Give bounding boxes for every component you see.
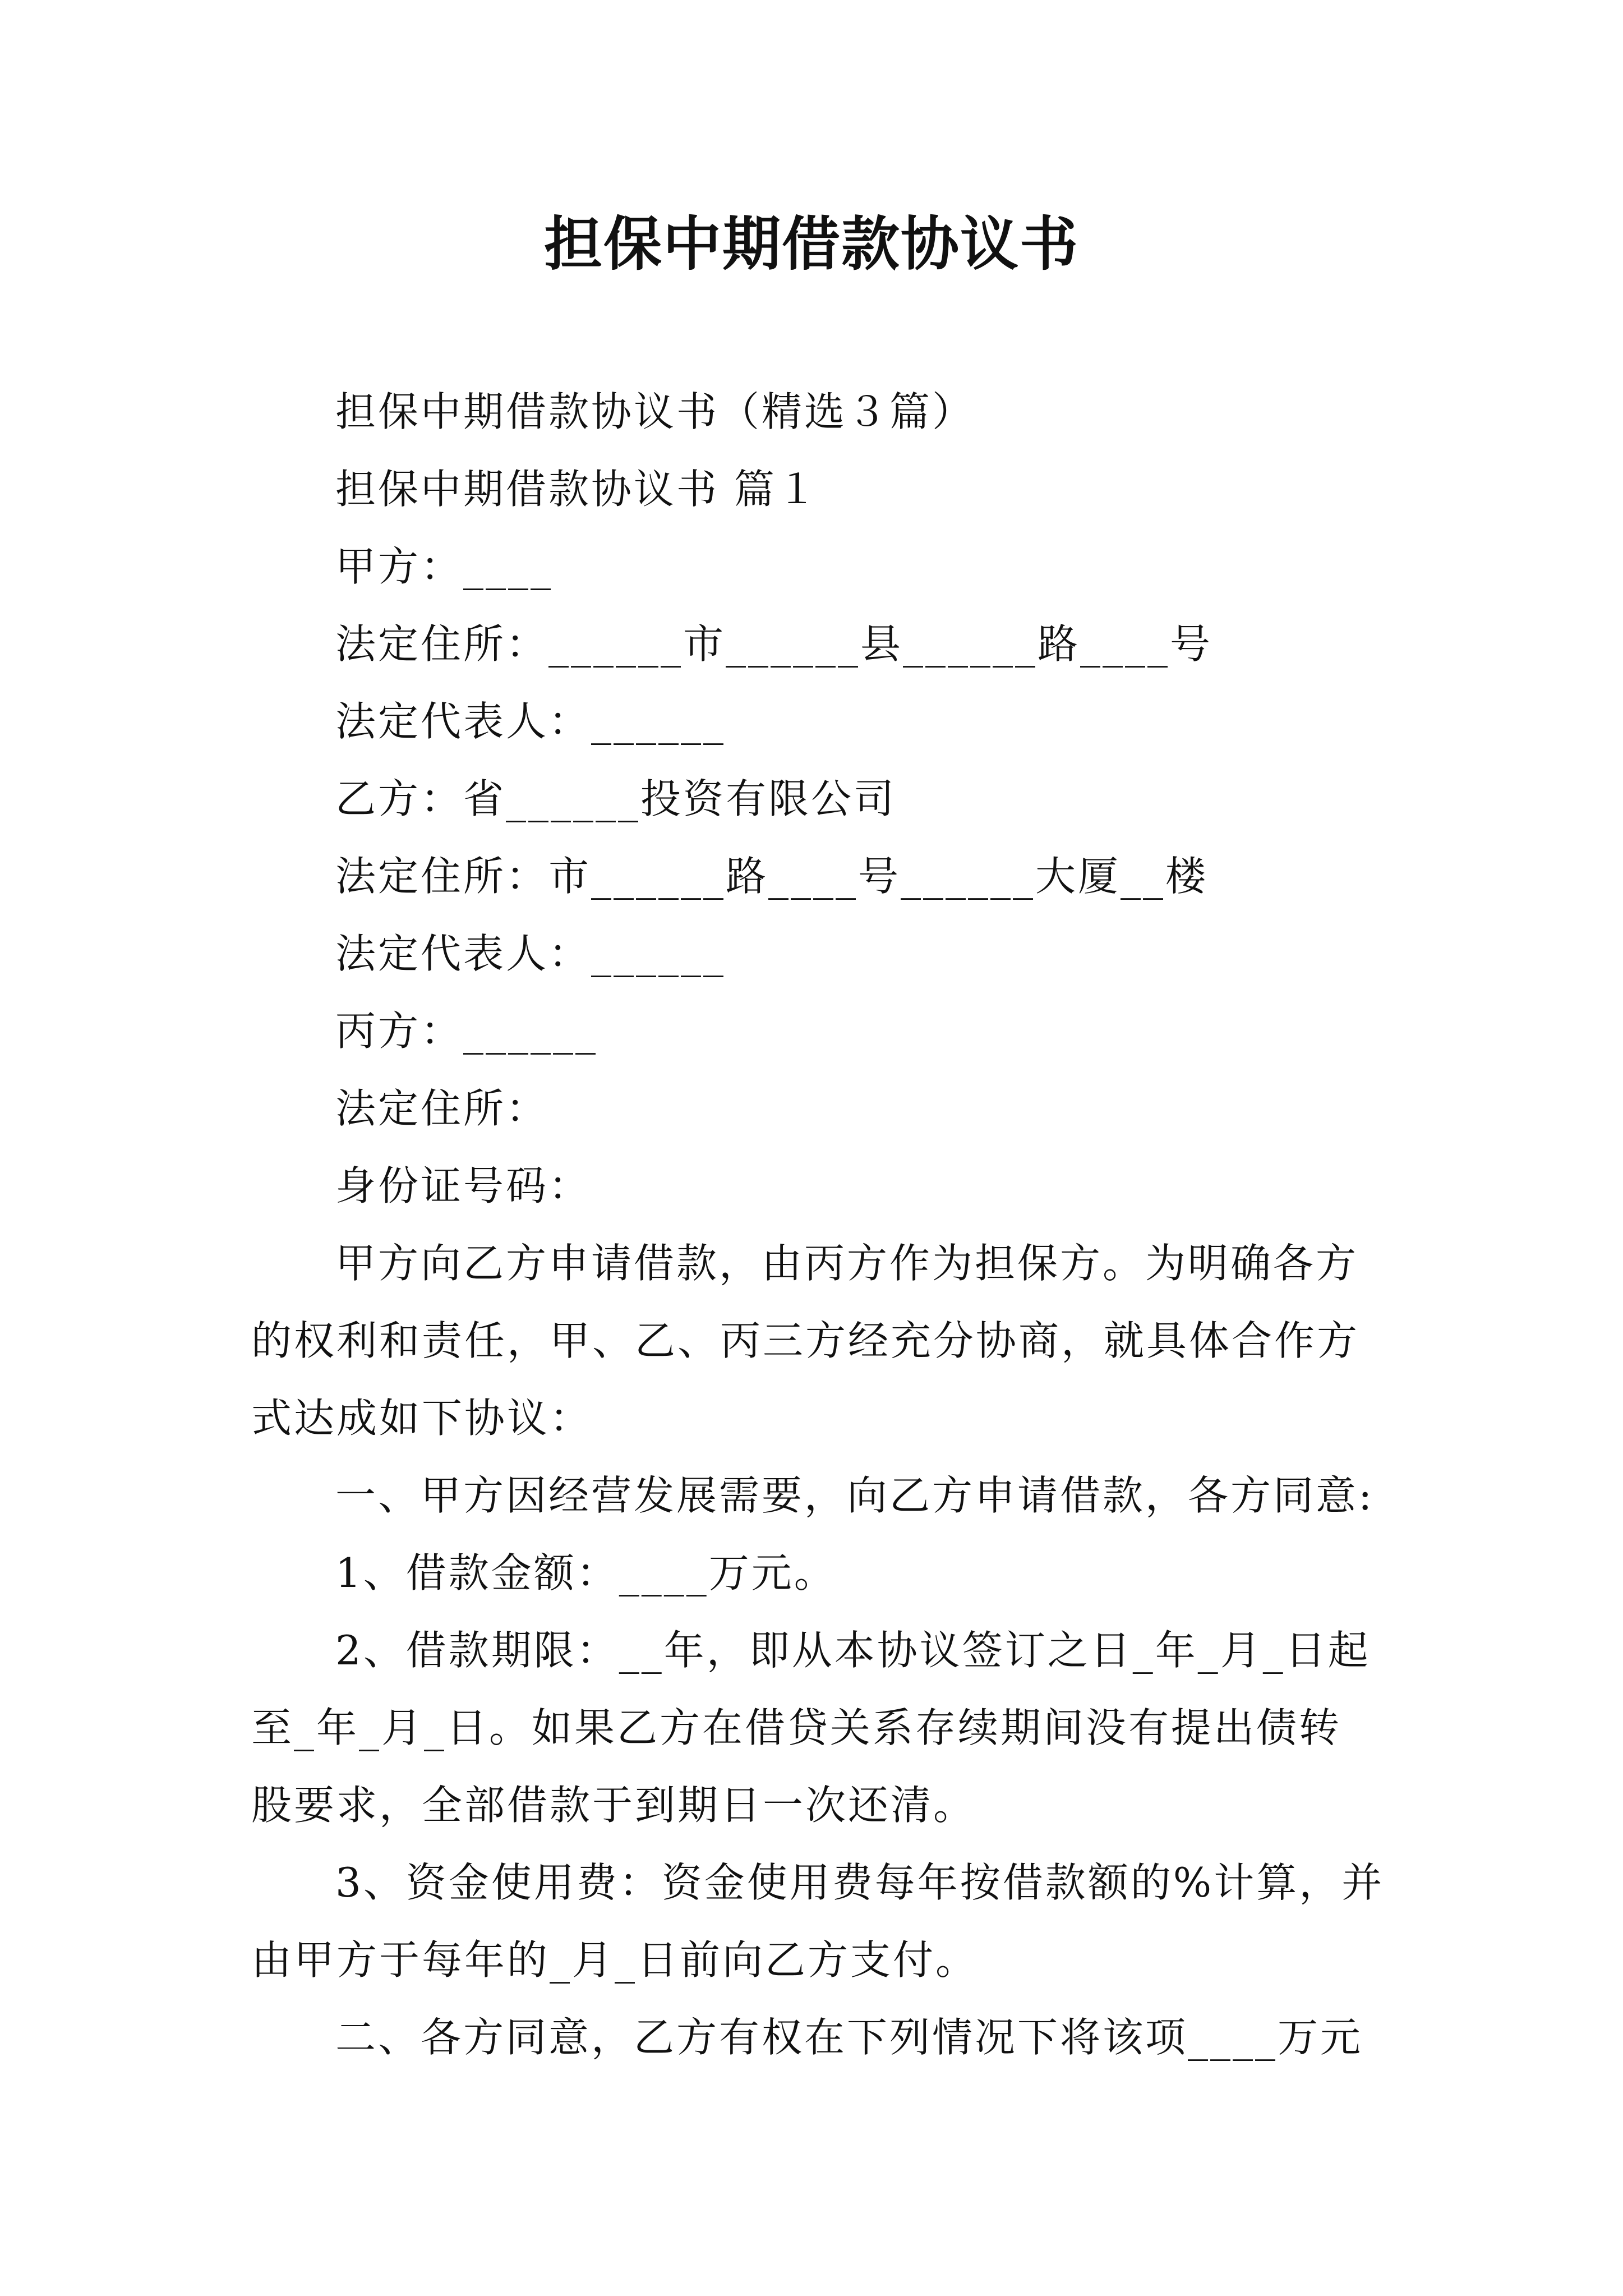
body-line: 股要求，全部借款于到期日一次还清。 <box>251 1782 976 1829</box>
body-line: 法定住所：______市______县______路____号 <box>335 620 1213 668</box>
body-line: 担保中期借款协议书 篇１ <box>335 466 819 513</box>
body-line: 至_年_月_日。如果乙方在借贷关系存续期间没有提出债转 <box>251 1704 1342 1751</box>
body-line: 的权利和责任，甲、乙、丙三方经充分协商，就具体合作方 <box>251 1317 1360 1364</box>
body-line: 丙方：______ <box>335 1007 598 1055</box>
body-line: 甲方：____ <box>335 543 554 590</box>
body-line: 二、各方同意，乙方有权在下列情况下将该项____万元 <box>335 2014 1363 2061</box>
body-line: 法定代表人：______ <box>335 930 726 977</box>
body-line: 法定住所： <box>335 1085 549 1132</box>
body-line: 法定住所：市______路____号______大厦__楼 <box>335 853 1209 900</box>
body-line: 一、甲方因经营发展需要，向乙方申请借款，各方同意: <box>335 1472 1375 1519</box>
document-title: 担保中期借款协议书 <box>543 209 1079 278</box>
body-line: 2、借款期限：__年，即从本协议签订之日_年_月_日起 <box>335 1627 1371 1674</box>
body-line: 式达成如下协议： <box>251 1395 593 1442</box>
document-body <box>251 373 1390 2076</box>
body-line: 甲方向乙方申请借款，由丙方作为担保方。为明确各方 <box>335 1240 1359 1287</box>
body-line: 乙方：省______投资有限公司 <box>335 775 897 822</box>
body-line: 1、借款金额：____万元。 <box>335 1549 837 1596</box>
body-line: 法定代表人：______ <box>335 698 726 745</box>
body-line: 身份证号码： <box>335 1162 592 1209</box>
body-line: 由甲方于每年的_月_日前向乙方支付。 <box>251 1936 979 1984</box>
body-line: 3、资金使用费：资金使用费每年按借款额的%计算，并 <box>335 1859 1385 1906</box>
body-line: 担保中期借款协议书（精选３篇） <box>335 388 975 435</box>
